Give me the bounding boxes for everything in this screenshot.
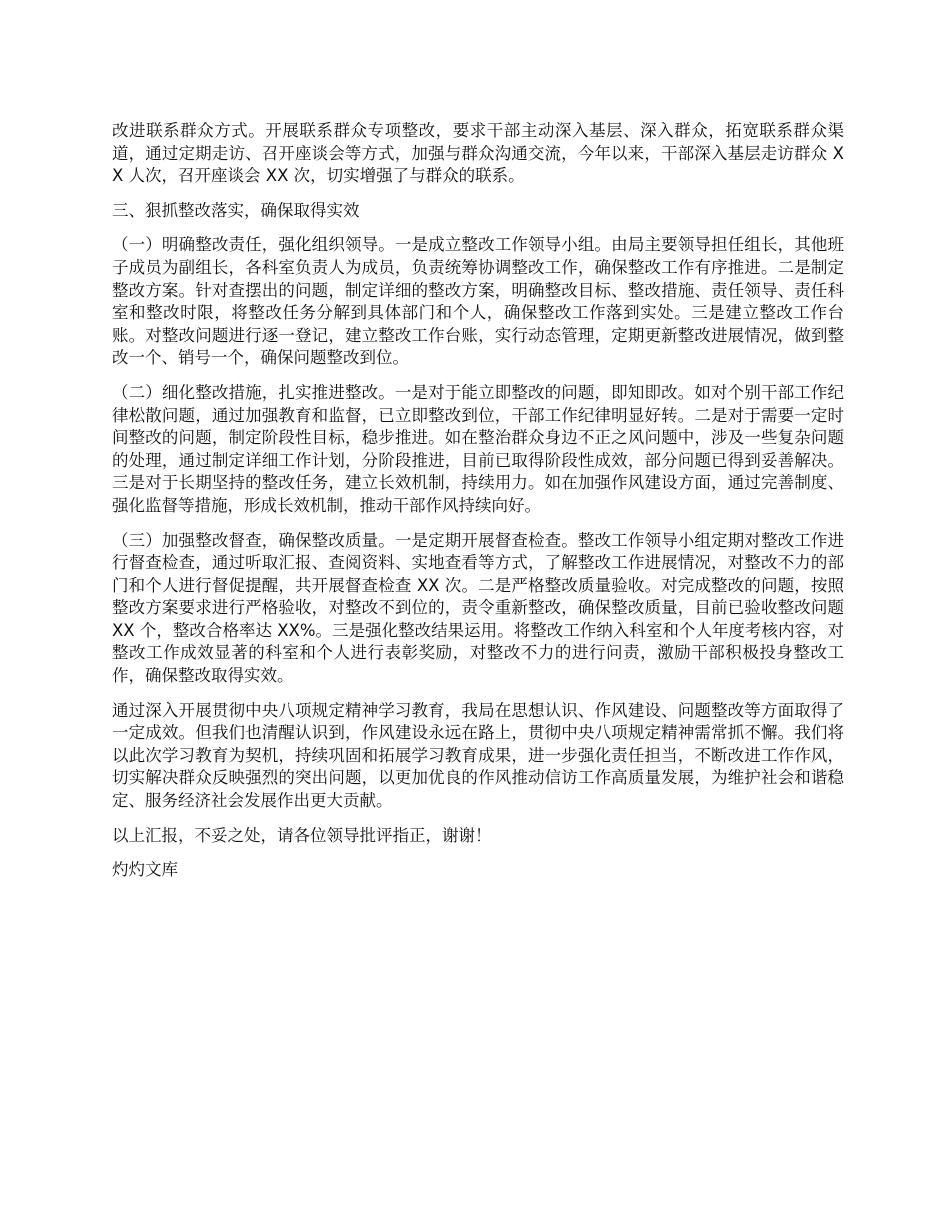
paragraph-rectification-measures: （二）细化整改措施，扎实推进整改。一是对于能立即整改的问题，即知即改。如对个别干部工作纪律松散问题，通过加强教育和监督，已立即整改到位，干部工作纪律明显好转。二是对于需要一定时间整改的问题，制定阶段性目标，稳步推进。如在整治群众身边不正之风问题中，涉及一些复杂问题的处理，通过制定详细工作计划，分阶段推进，目前已取得阶段性成效，部分问题已得到妥善解决。三是对于长期坚持的整改任务，建立长效机制，持续用力。如在加强作风建设方面，通过完善制度、强化监督等措施，形成长效机制，推动干部作风持续向好。 [112, 382, 844, 515]
source-signature: 灼灼文库 [112, 860, 178, 880]
document-body [112, 120, 844, 894]
paragraph-rectification-supervision: （三）加强整改督查，确保整改质量。一是定期开展督查检查。整改工作领导小组定期对整改工作进行督查检查，通过听取汇报、查阅资料、实地查看等方式，了解整改工作进展情况，对整改不力的部门和个人进行督促提醒，共开展督查检查 XX 次。二是严格整改质量验收。对完成整改的问题，按照整改方案要求进行严格验收，对整改不到位的，责令重新整改，确保整改质量，目前已验收整改问题 XX 个，整改合格率达 XX%。三是强化整改结果运用。将整改工作纳入科室和个人年度考核内容，对整改工作成效显著的科室和个人进行表彰奖励，对整改不力的进行问责，激励干部积极投身整改工作，确保整改取得实效。 [112, 530, 844, 686]
paragraph-contact-masses: 改进联系群众方式。开展联系群众专项整改，要求干部主动深入基层、深入群众，拓宽联系群众渠道，通过定期走访、召开座谈会等方式，加强与群众沟通交流，今年以来，干部深入基层走访群众 XX 人次，召开座谈会 XX 次，切实增强了与群众的联系。 [112, 121, 844, 186]
paragraph-rectification-responsibility: （一）明确整改责任，强化组织领导。一是成立整改工作领导小组。由局主要领导担任组长，其他班子成员为副组长，各科室负责人为成员，负责统筹协调整改工作，确保整改工作有序推进。二是制定整改方案。针对查摆出的问题，制定详细的整改方案，明确整改目标、整改措施、责任领导、责任科室和整改时限，将整改任务分解到具体部门和个人，确保整改工作落到实处。三是建立整改工作台账。对整改问题进行逐一登记，建立整改工作台账，实行动态管理，定期更新整改进展情况，做到整改一个、销号一个，确保问题整改到位。 [112, 235, 844, 368]
section-heading-three: 三、狠抓整改落实，确保取得实效 [112, 200, 360, 220]
paragraph-closing-remarks: 以上汇报，不妥之处，请各位领导批评指正，谢谢！ [112, 825, 492, 845]
paragraph-conclusion: 通过深入开展贯彻中央八项规定精神学习教育，我局在思想认识、作风建设、问题整改等方面取得了一定成效。但我们也清醒认识到，作风建设永远在路上，贯彻中央八项规定精神需常抓不懈。我们将以此次学习教育为契机，持续巩固和拓展学习教育成果，进一步强化责任担当，不断改进工作作风，切实解决群众反映强烈的突出问题，以更加优良的作风推动信访工作高质量发展，为维护社会和谐稳定、服务经济社会发展作出更大贡献。 [112, 700, 844, 811]
